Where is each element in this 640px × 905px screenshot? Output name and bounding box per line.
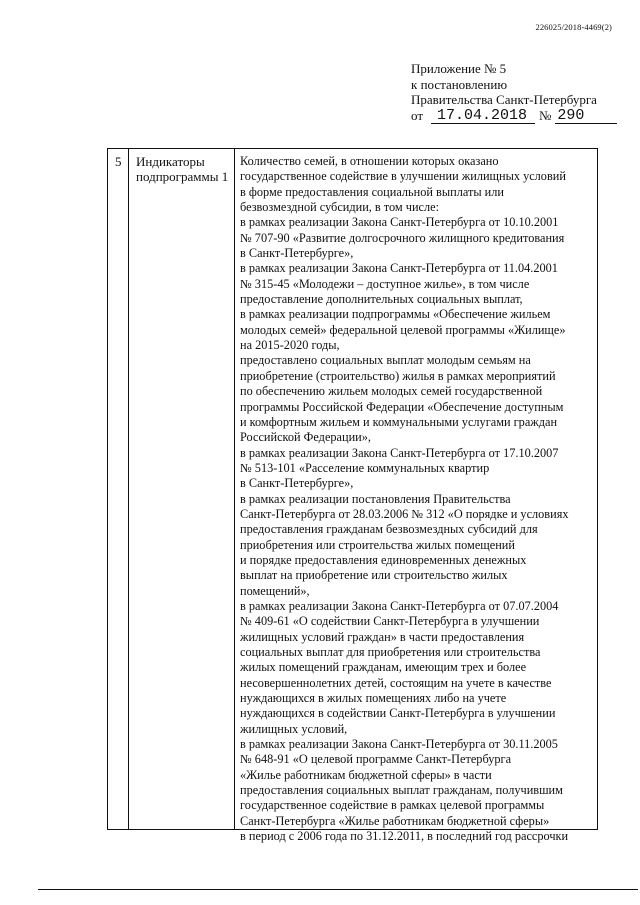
content-line: в рамках реализации постановления Правительства [240, 491, 511, 506]
content-line: «Жилье работникам бюджетной сферы» в части [240, 767, 492, 782]
content-line: в Санкт-Петербурге», [240, 476, 354, 491]
content-line: Санкт-Петербурга «Жилье работникам бюджетной сферы» [240, 813, 550, 828]
content-line: выплат на приобретение или строительство жилых [240, 568, 508, 583]
content-line: несовершеннолетних детей, состоящим на учете в качестве [240, 675, 552, 690]
content-line: на 2015-2020 годы, [240, 338, 340, 353]
content-line: программы Российской Федерации «Обеспечение доступным [240, 399, 564, 414]
attachment-date-line [411, 108, 617, 124]
resolution-number: 290 [555, 108, 617, 124]
content-line: молодых семей» федеральной целевой программы «Жилище» [240, 322, 566, 337]
content-line: № 707-90 «Развитие долгосрочного жилищного кредитования [240, 230, 565, 245]
content-line: № 409-61 «О содействии Санкт-Петербурга в улучшении [240, 614, 540, 629]
date-prefix: от [411, 108, 424, 123]
content-line: в рамках реализации Закона Санкт-Петербурга от 11.04.2001 [240, 261, 558, 276]
content-line: в форме предоставления социальной выплаты или [240, 184, 504, 199]
content-line: государственное содействие в улучшении жилищных условий [240, 169, 566, 184]
content-line: в рамках реализации Закона Санкт-Петербурга от 17.10.2007 [240, 445, 559, 460]
content-line: нуждающихся в жилых помещениях либо на учете [240, 691, 507, 706]
content-line: нуждающихся в содействии Санкт-Петербурга в улучшении [240, 706, 556, 721]
content-line: предоставления гражданам безвозмездных субсидий для [240, 522, 538, 537]
document-registration-number: 226025/2018-4469(2) [535, 22, 612, 32]
row-name-line: Индикаторы [136, 154, 205, 169]
content-line: безвозмездной субсидии, в том числе: [240, 200, 440, 215]
content-line: жилищных условий граждан» в части предоставления [240, 629, 525, 644]
content-line: социальных выплат для приобретения или строительства [240, 645, 541, 659]
attachment-header [411, 61, 617, 124]
column-divider-2 [234, 149, 235, 829]
content-line: и комфортным жильем и коммунальными услугами граждан [240, 414, 558, 429]
resolution-date: 17.04.2018 [431, 108, 535, 124]
scan-edge-line [38, 889, 638, 890]
indicators-table [107, 148, 598, 844]
attachment-government-ref: Правительства Санкт-Петербурга [411, 92, 597, 107]
content-line: Российской Федерации», [240, 430, 371, 445]
content-line: предоставлено социальных выплат молодым семьям на [240, 353, 531, 368]
attachment-title: Приложение № 5 [411, 61, 507, 76]
column-divider-1 [128, 149, 129, 829]
content-line: предоставления социальных выплат гражданам, получившим [240, 783, 563, 798]
content-line: предоставление дополнительных социальных выплат, [240, 292, 523, 307]
row-content-cell [240, 154, 596, 844]
content-line: в период с 2006 года по 31.12.2011, в последний год рассрочки [240, 829, 569, 844]
content-line: в рамках реализации Закона Санкт-Петербурга от 30.11.2005 [240, 737, 558, 752]
row-name-cell [136, 154, 232, 185]
content-line: приобретение (строительство) жилья в рамках мероприятий [240, 368, 556, 383]
content-line: приобретения или строительства жилых помещений [240, 537, 515, 552]
content-line: Количество семей, в отношении которых оказано [240, 154, 499, 168]
row-name-line: подпрограммы 1 [136, 169, 229, 185]
content-line: в рамках реализации Закона Санкт-Петербурга от 07.07.2004 [240, 598, 559, 613]
content-line: в Санкт-Петербурге», [240, 246, 354, 261]
content-line: № 315-45 «Молодежи – доступное жилье», в том числе [240, 276, 530, 291]
attachment-resolution-ref: к постановлению [411, 76, 508, 92]
content-line: жилых помещений гражданам, имеющим трех и более [240, 660, 527, 675]
content-line: государственное содействие в рамках целевой программы [240, 798, 545, 813]
number-sign: № [539, 108, 552, 123]
content-line: в рамках реализации подпрограммы «Обеспечение жильем [240, 307, 551, 322]
row-number-cell: 5 [115, 154, 122, 169]
content-line: Санкт-Петербурга от 28.03.2006 № 312 «О порядке и условиях [240, 506, 569, 521]
content-line: и порядке предоставления единовременных денежных [240, 552, 527, 567]
content-line: № 648-91 «О целевой программе Санкт-Петербурга [240, 752, 512, 767]
content-line: по обеспечению жильем молодых семей государственной [240, 384, 543, 399]
content-line: помещений», [240, 583, 310, 598]
content-line: № 513-101 «Расселение коммунальных квартир [240, 460, 490, 475]
content-line: жилищных условий, [240, 721, 348, 736]
content-line: в рамках реализации Закона Санкт-Петербурга от 10.10.2001 [240, 215, 559, 230]
